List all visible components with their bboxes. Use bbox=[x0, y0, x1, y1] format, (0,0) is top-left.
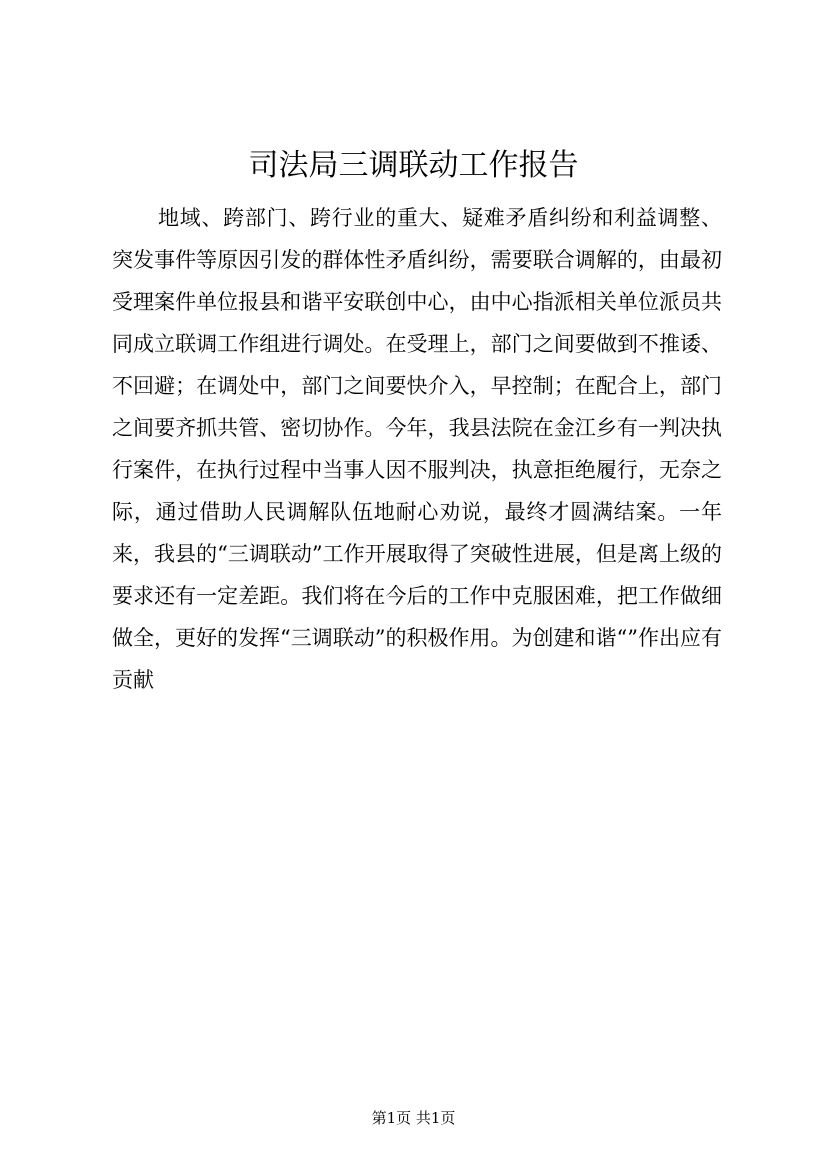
document-body-paragraph: 地域、跨部门、跨行业的重大、疑难矛盾纠纷和利益调整、突发事件等原因引发的群体性矛盾纠纷，需要联合调解的，由最初受理案件单位报县和谐平安联创中心，由中心指派相关单位派员共同成立联调工作组进行调处。在受理上，部门之间要做到不推诿、不回避；在调处中，部门之间要快介入，早控制；在配合上，部门之间要齐抓共管、密切协作。今年，我县法院在金江乡有一判决执行案件，在执行过程中当事人因不服判决，执意拒绝履行，无奈之际，通过借助人民调解队伍地耐心劝说，最终才圆满结案。一年来，我县的“三调联动”工作开展取得了突破性进展，但是离上级的要求还有一定差距。我们将在今后的工作中克服困难，把工作做细做全，更好的发挥“三调联动”的积极作用。为创建和谐“”作出应有贡献 bbox=[112, 206, 722, 692]
document-title: 司法局三调联动工作报告 bbox=[248, 148, 579, 183]
page-number-footer: 第1页 共1页 bbox=[371, 1109, 456, 1127]
